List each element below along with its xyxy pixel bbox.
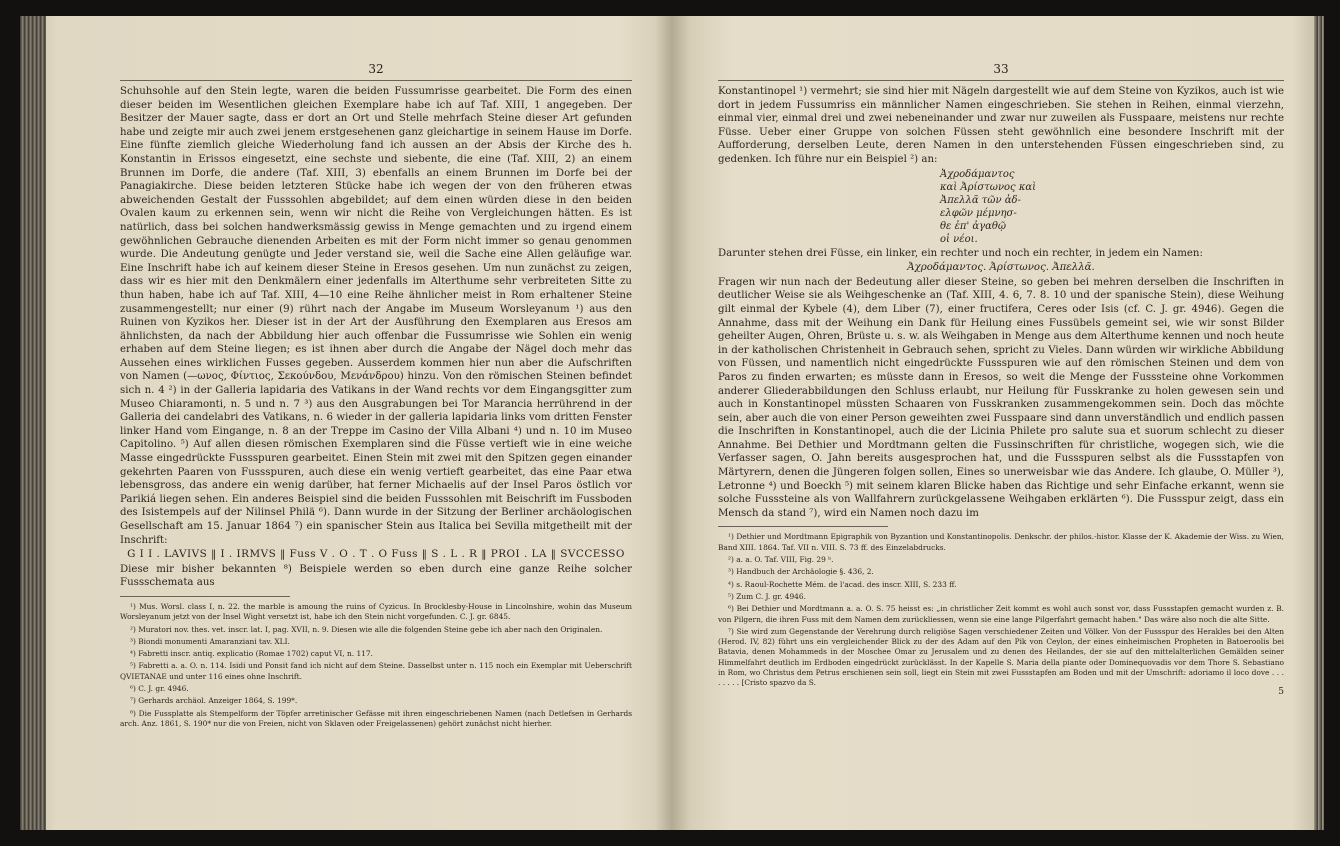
paragraph: Konstantinopel ¹) vermehrt; sie sind hier mit Nägeln dargestellt wie auf dem Steine von Kyzikos, auch ist wie dort in jedem Fussumriss ein männlicher Namen eingeschrieben. Sie stehen in Reihen, einmal vierzehn, einmal vier, einmal drei und zwei nebeneinander und zwar nur zuweilen als Fusspaare, meistens nur rechte Füsse. Ueber einer Gruppe von solchen Füssen steht gewöhnlich eine besondere Inschrift mit der Aufforderung, derselben Leute, deren Namen in den unterstehenden Füssen eingeschrieben sind, zu gedenken. Ich führe nur ein Beispiel ²) an: (718, 86, 1284, 165)
greek-line: ελφῶν μέμνησ- (940, 207, 1017, 219)
footnote: ⁴) Fabretti inscr. antiq. explicatio (Romae 1702) caput VI, n. 117. (130, 649, 373, 659)
greek-line: θε ἐπ' ἀγαθῷ (940, 220, 1007, 232)
body-text (120, 85, 632, 590)
footnote: ⁴) s. Raoul-Rochette Mém. de l'acad. des inscr. XIII, S. 233 ff. (728, 579, 957, 589)
footnote: ⁷) Sie wird zum Gegenstande der Verehrung durch religiöse Sagen verschiedener Zeiten und Völker. Von der Fussspur des Herakles bei den Alten (Herod. IV, 82) führt uns ein vergleichender Blick zu der des Adam auf den Pik von Ceylon, der eines einheimischen Propheten in Batoeroolis bei Batavia, denen Mohammeds in der Moschee Omar zu Jerusalem und zu denen des Heilandes, der sie auf den mittelalterlichen Gemälden seiner Himmelfahrt deutlich im Erdboden eingedrückt zurücklässt. In der Kapelle S. Maria della piante oder Dominequovadis vor dem Thore S. Sebastiano in Rom, wo Christus dem Petrus erschienen sein soll, liegt ein Stein mit zwei Fussstapfen am Boden und mit der Umschrift: adoriamo il loco dove . . . . . . . . [Cristo spazvo da S. (718, 626, 1284, 688)
footnote-rule (718, 526, 888, 527)
greek-line: καὶ Ἀρίστωνος καὶ (940, 181, 1037, 193)
signature-mark: 5 (1278, 686, 1284, 697)
footnote: ⁷) Gerhards archäol. Anzeiger 1864, S. 199*. (130, 696, 298, 706)
greek-names: Ἀχροδάμαντος. Ἀρίστωνος. Ἀπελλᾶ. (907, 262, 1095, 274)
footnote: ¹) Dethier und Mordtmann Epigraphik von Byzantion und Konstantinopolis. Denkschr. der philos.-histor. Klasse der K. Akademie der Wiss. zu Wien, Band XIII. 1864. Taf. VII n. VIII. S. 73 ff. des Einzelabdrucks. (718, 532, 1284, 552)
greek-line: Ἀχροδάμαντος (940, 168, 1015, 180)
greek-line: Ἀπελλᾶ τῶν ἀδ- (940, 194, 1021, 206)
footnotes (718, 532, 1284, 688)
footnote: ³) Biondi monumenti Amaranziani tav. XLI. (130, 636, 290, 646)
right-page (672, 16, 1324, 830)
body-text (718, 85, 1284, 520)
greek-line: οἱ νέοι. (940, 233, 978, 245)
page-number: 32 (368, 62, 384, 76)
footnote: ²) Muratori nov. thes. vet. inscr. lat. I, pag. XVII, n. 9. Diesen wie alle die folgenden Steine gebe ich aber nach den Originalen. (130, 624, 603, 634)
paragraph: Darunter stehen drei Füsse, ein linker, ein rechter und noch ein rechter, in jedem ein Namen: (718, 247, 1203, 259)
footnote: ³) Handbuch der Archäologie §. 436, 2. (728, 567, 874, 577)
right-page-edge (1314, 16, 1324, 830)
header-rule (120, 80, 632, 81)
footnote: ²) a. a. O. Taf. VIII, Fig. 29 ᵇ. (728, 555, 834, 565)
footnote: ⁶) Bei Dethier und Mordtmann a. a. O. S. 75 heisst es: „in christlicher Zeit kommt es wohl auch sonst vor, dass Fussstapfen gemacht wurden z. B. von Pilgern, die ihren Fuss mit dem Namen dem zurückliessen, wenn sie eine lange Pilgerfahrt gemacht haben." Das wäre also noch die alte Sitte. (718, 604, 1284, 624)
page-number: 33 (993, 62, 1009, 76)
paragraph: Schuhsohle auf den Stein legte, waren die beiden Fussumrisse gearbeitet. Die Form des einen dieser beiden im Wesentlichen gleichen Exemplare habe ich auf Taf. XIII, 1 angegeben. Der Besitzer der Mauer sagte, dass er dort an Ort und Stelle mehrfach Steine dieser Art gefunden habe und zeigte mir auch zwei jenem erstgesehenen ganz gleichartige in seinem Hause im Dorfe. Eine fünfte ziemlich gleiche Wiederholung fand ich aussen an der Absis der Kirche des h. Konstantin in Erissos eingesetzt, eine sechste und siebente, die eine (Taf. XIII, 2) an einem Brunnen im Dorfe, die andere (Taf. XIII, 3) ebenfalls an einem Brunnen im Dorfe bei der Panagiakirche. Diese beiden letzteren Stücke habe ich wegen der von den früheren etwas abweichenden Gestalt der Fusssohlen abgebildet; auf dem einen würden diese in den beiden Ovalen kaum zu erkennen sein, wenn wir nicht die Reihe von Vergleichungen hätten. Es ist natürlich, dass bei solchen handwerksmässig gewiss in Menge gemachten und zu irgend einem gewöhnlichen Gebrauche dienenden Arbeiten es mit der Form nicht immer so genau genommen wurde. Die Andeutung genügte und Jeder verstand sie, weil die Sache eine Allen geläufige war. Eine Inschrift habe ich auf keinem dieser Steine in Eresos gesehen. Um nun zunächst zu zeigen, dass wir es hier mit den Denkmälern einer jedenfalls im Alterthume sehr verbreiteten Sitte zu thun haben, habe ich auf Taf. XIII, 4—10 eine Reihe ähnlicher meist in Rom erhaltener Steine zusammengestellt; nur einer (9) rührt nach der Angabe im Museum Worsleyanum ¹) aus den Ruinen von Kyzikos her. Dieser ist in der Art der Ausführung den Exemplaren aus Eresos am ähnlichsten, da nach der Abbildung hier auch offenbar die Fussumrisse wie Sohlen ein wenig erhaben auf dem Steine liegen; es ist ihnen aber durch die Angabe der Nägel doch mehr das Aussehen eines wirklichen Fusses gegeben. Ausserdem kommen hier nun aber die Aufschriften von Namen (—ωνος, Φίντιος, Σεκούνδου, Μενάνδρου) hinzu. Von den römischen Steinen befindet sich n. 4 ²) in der Galleria lapidaria des Vatikans in der Wand rechts vor dem Eingangsgitter zum Museo Chiaramonti, n. 5 und n. 7 ³) aus den Ausgrabungen bei Tor Marancia herrührend in der Galleria dei candelabri des Vatikans, n. 6 wieder in der galleria lapidaria links vom dritten Fenster linker Hand vom Eingange, n. 8 an der Treppe im Casino der Villa Albani ⁴) und n. 10 im Museo Capitolino. ⁵) Auf allen diesen römischen Exemplaren sind die Füsse vertieft wie in eine weiche Masse eingedrückte Fussspuren gearbeitet. Einen Stein mit zwei mit den Spitzen gegen einander gekehrten Paaren von Fussspuren, auch diese ein wenig vertieft gearbeitet, das eine Paar etwa lebensgross, das andere ein wenig darüber, hat ferner Michaelis auf der Insel Paros östlich vor Parikiá liegen sehen. Ein anderes Beispiel sind die beiden Fusssohlen mit Beischrift im Fussboden des Isistempels auf der Nilinsel Philä ⁶). Dann wurde in der Sitzung der Berliner archäologischen Gesellschaft am 15. Januar 1864 ⁷) ein spanischer Stein aus Italica bei Sevilla mitgetheilt mit der Inschrift: (120, 86, 632, 546)
left-page-edge (20, 16, 46, 830)
footnote: ⁶) C. J. gr. 4946. (130, 684, 189, 694)
footnote: ⁸) Die Fussplatte als Stempelform der Töpfer arretinischer Gefässe mit ihren eingeschriebenen Namen (nach Detlefsen in Gerhards arch. Anz. 1861, S. 190* nur die von Freien, nicht von Sklaven oder Freigelassenen) gehört zunächst nicht hierher. (120, 708, 632, 728)
footnotes (120, 602, 632, 729)
paragraph: Diese mir bisher bekannten ⁸) Beispiele werden so eben durch eine ganze Reihe solcher Fussschemata aus (120, 563, 632, 589)
footnote-rule (120, 596, 290, 597)
paragraph: Fragen wir nun nach der Bedeutung aller dieser Steine, so geben bei mehren derselben die Inschriften in deutlicher Weise sie als Weihgeschenke an (Taf. XIII, 4. 6, 7. 8. 10 und der spanische Stein), diese Weihung gilt einmal der Kybele (4), dem Liber (7), einer fructifera, Ceres oder Isis (cf. C. J. gr. 4946). Gegen die Annahme, dass mit der Weihung ein Dank für Heilung eines Fussübels gemeint sei, wie wir sonst Bilder geheilter Augen, Ohren, Brüste u. s. w. als Weihgaben in Menge aus dem Alterthume kennen und noch heute in der katholischen Christenheit in Gebrauch sehen, spricht zu Vieles. Dann würden wir wirkliche Abbildung von Füssen, und namentlich nicht eingedrückte Fussspuren wie auf den römischen Steinen und dem von Paros zu finden erwarten; es müsste dann in Eresos, so weit die Menge der Fusssteine ohne Vorkommen anderer Gliederabbildungen den Schluss erlaubt, nur Heilung für Fusskranke zu holen gewesen sein und auch in Konstantinopel müssten Schaaren von Fusskranken zusammengekommen sein. Doch das möchte sein, aber auch die von einer Person geweihten zwei Fusspaare sind dann unverständlich und endlich passen die Inschriften in Konstantinopel, auch die der Licinia Philete pro salute sua et suorum schlecht zu dieser Annahme. Bei Dethier und Mordtmann gelten die Fussinschriften für christliche, wogegen sich, wie die Verfasser sagen, O. Jahn bereits ausgesprochen hat, und die Fussspuren selbst als die Fussstapfen von Märtyrern, denen die Jüngeren folgen sollen, Eines so unerweisbar wie das Andere. Ich glaube, O. Müller ³), Letronne ⁴) und Boeckh ⁵) mit seinem klaren Blicke haben das Richtige und sehr Einfache erkannt, wenn sie solche Fusssteine als von Wallfahrern zurückgelassene Weihgaben erklärten ⁶). Die Fussspur zeigt, dass ein Mensch da stand ⁷), wird ein Namen noch dazu im (718, 276, 1284, 519)
footnote: ⁵) Fabretti a. a. O. n. 114. Isidi und Ponsit fand ich nicht auf dem Steine. Dasselbst unter n. 115 noch ein Exemplar mit Ueberschrift QVIETANAE und unter 116 eines ohne Inschrift. (120, 661, 632, 681)
inscription: G I I . LAVIVS ‖ I . IRMVS ‖ Fuss V . O . T . O Fuss ‖ S . L . R ‖ PROI . LA ‖ SVCCESSO (127, 548, 625, 561)
footnote: ⁵) Zum C. J. gr. 4946. (728, 591, 806, 601)
footnote: ¹) Mus. Worsl. class I, n. 22. the marble is amoung the ruins of Cyzicus. In Brocklesby-House in Lincolnshire, wohin das Museum Worsleyanum jetzt von der Insel Wight versetzt ist, habe ich den Stein nicht vorgefunden. C. J. gr. 6845. (120, 601, 632, 622)
open-book (20, 16, 1324, 830)
greek-inscription (940, 168, 1284, 246)
header-rule (718, 80, 1284, 81)
left-page (20, 16, 672, 830)
